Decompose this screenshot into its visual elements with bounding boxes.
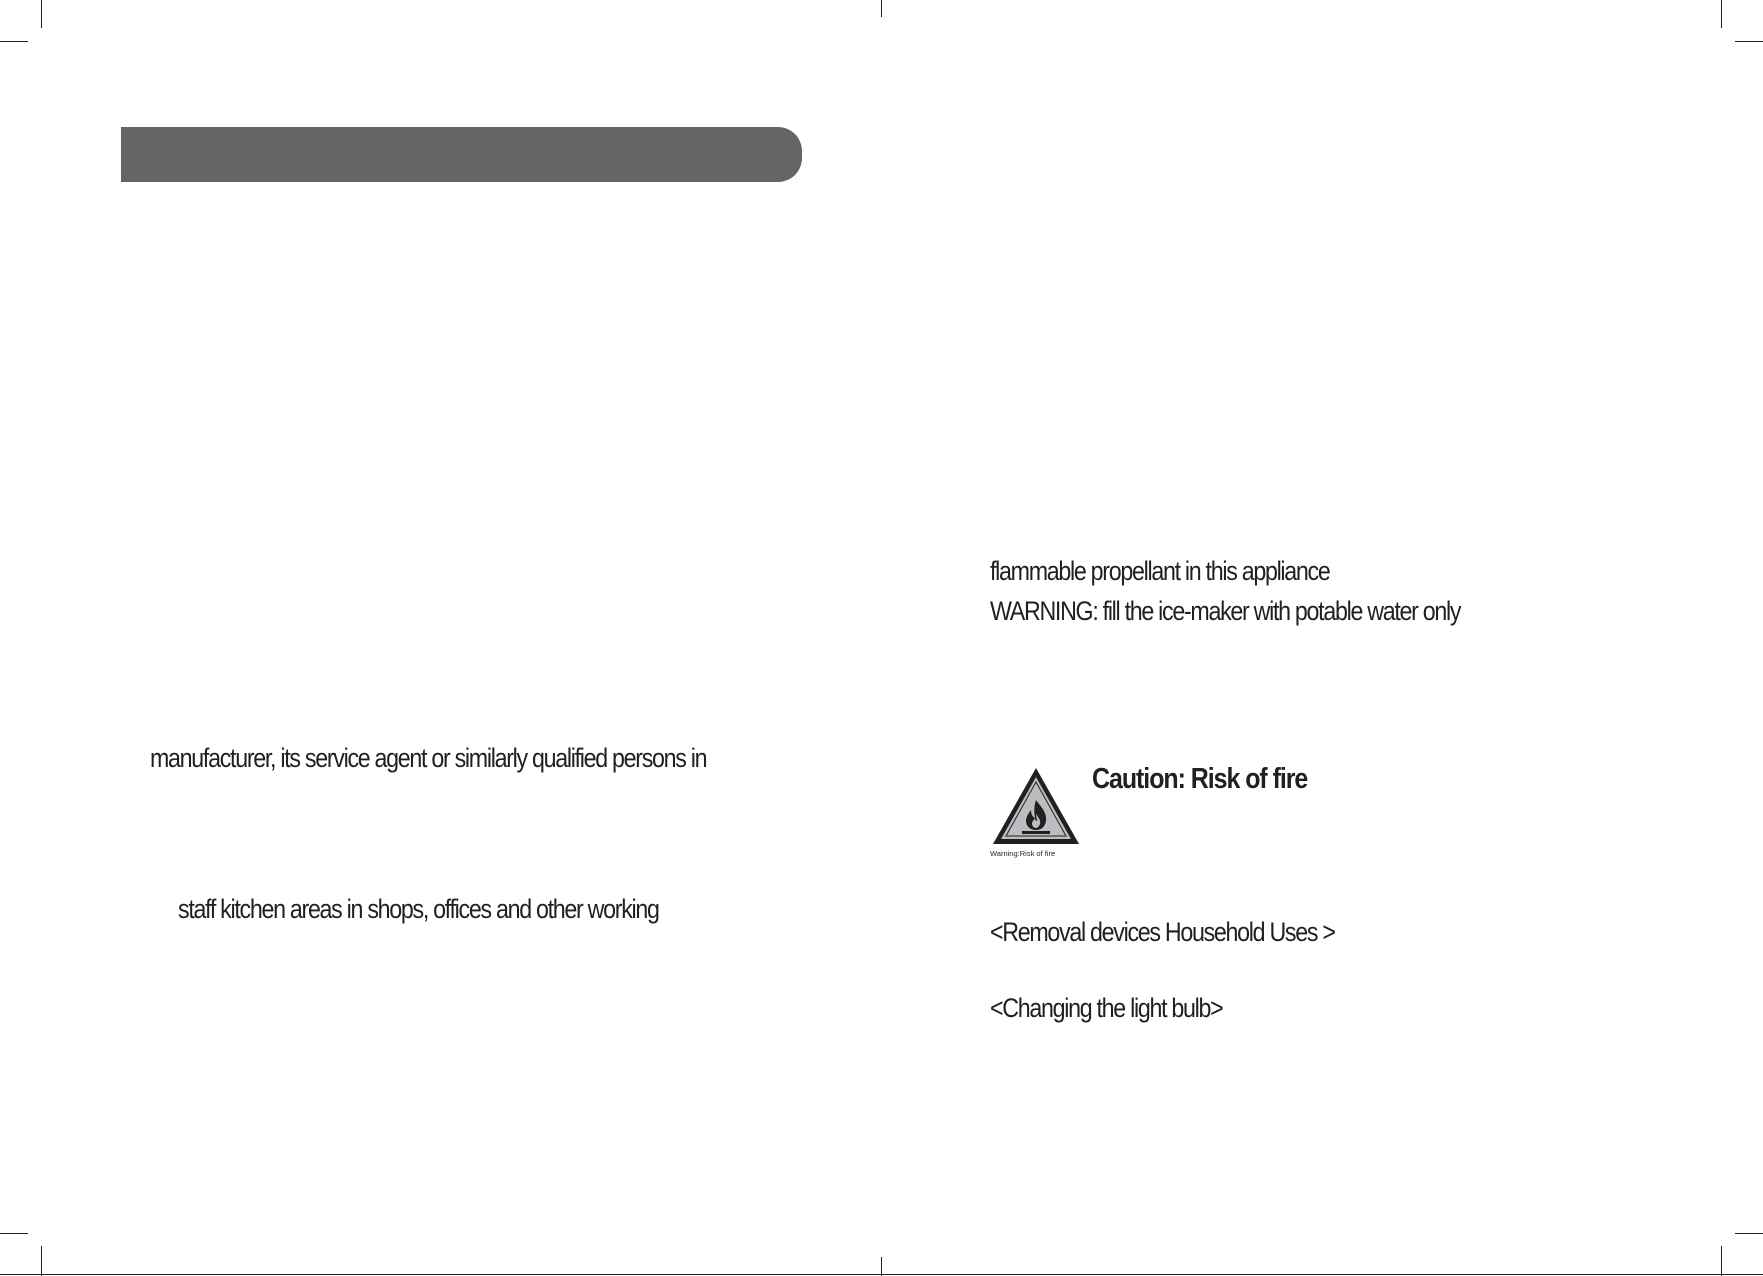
crop-mark-top-center [881, 0, 882, 17]
crop-mark-top-left-v [41, 0, 42, 28]
fire-warning-caption: Warning:Risk of fire [990, 849, 1056, 858]
caution-heading: Caution: Risk of fire [1092, 763, 1308, 795]
crop-mark-bottom-left-h [0, 1233, 28, 1234]
page-bottom-edge [0, 1274, 1763, 1275]
crop-mark-bottom-right-v [1721, 1246, 1722, 1276]
right-text-line-ice-maker-warning: WARNING: fill the ice-maker with potable water only [990, 596, 1461, 626]
crop-mark-top-left-h [0, 41, 28, 42]
fire-warning-triangle-icon [990, 765, 1082, 855]
left-text-line-manufacturer: manufacturer, its service agent or similarly qualified persons in [150, 743, 707, 773]
right-text-line-flammable-propellant: flammable propellant in this appliance [990, 556, 1330, 586]
crop-mark-top-right-h [1735, 41, 1763, 42]
section-header-bar [121, 127, 802, 182]
crop-mark-top-right-v [1721, 0, 1722, 28]
crop-mark-bottom-left-v [41, 1246, 42, 1276]
section-heading-removal-devices: <Removal devices Household Uses > [990, 917, 1335, 947]
section-heading-changing-light-bulb: <Changing the light bulb> [990, 993, 1223, 1023]
crop-mark-bottom-right-h [1735, 1233, 1763, 1234]
left-text-line-staff-kitchen: staff kitchen areas in shops, offices and other working [178, 894, 659, 924]
